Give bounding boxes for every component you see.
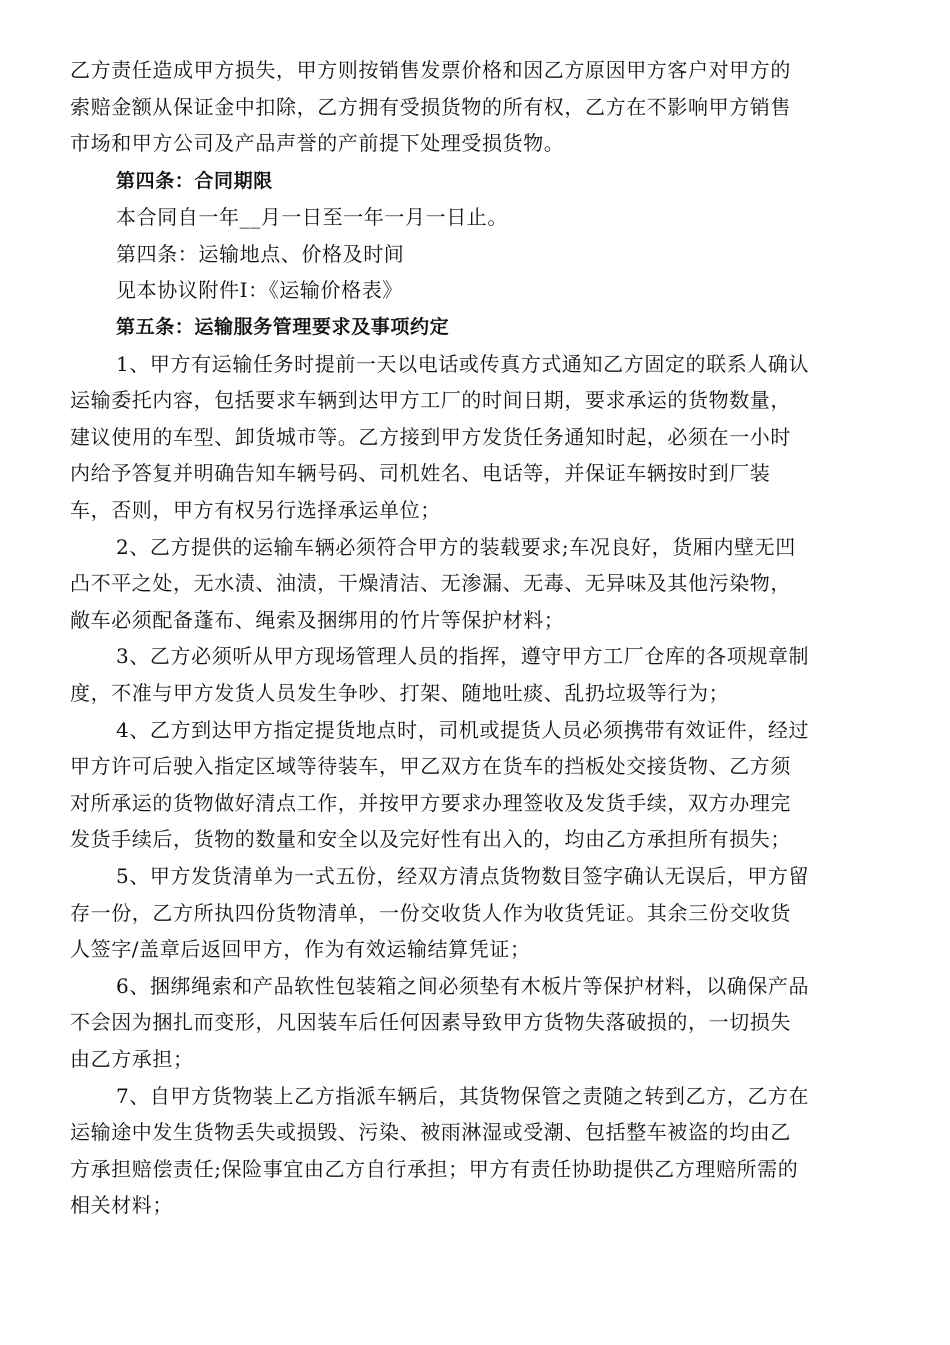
text-line: 7、自甲方货物装上乙方指派车辆后，其货物保管之责随之转到乙方，乙方在 [116, 1084, 810, 1108]
section-heading: 第四条：合同期限 [116, 170, 273, 192]
text-line: 对所承运的货物做好清点工作，并按甲方要求办理签收及发货手续，双方办理完 [70, 791, 791, 815]
section-heading: 第五条：运输服务管理要求及事项约定 [116, 316, 450, 338]
section-heading: 第四条：运输地点、价格及时间 [116, 242, 405, 266]
text-line: 2、乙方提供的运输车辆必须符合甲方的装载要求;车况良好，货厢内壁无凹 [116, 535, 796, 559]
text-line: 度，不准与甲方发货人员发生争吵、打架、随地吐痰、乱扔垃圾等行为； [70, 681, 730, 705]
text-line: 敞车必须配备蓬布、绳索及捆绑用的竹片等保护材料； [70, 608, 565, 632]
text-line: 建议使用的车型、卸货城市等。乙方接到甲方发货任务通知时起，必须在一小时 [70, 425, 791, 449]
text-line: 甲方许可后驶入指定区域等待装车，甲乙双方在货车的挡板处交接货物、乙方须 [70, 754, 791, 778]
text-line: 运输途中发生货物丢失或损毁、污染、被雨淋湿或受潮、包括整车被盗的均由乙 [70, 1120, 791, 1144]
text-line: 凸不平之处，无水渍、油渍，干燥清洁、无渗漏、无毒、无异味及其他污染物， [70, 571, 791, 595]
text-line: 相关材料； [70, 1193, 173, 1217]
text-line: 发货手续后，货物的数量和安全以及完好性有出入的，均由乙方承担所有损失； [70, 827, 791, 851]
text-line: 存一份，乙方所执四份货物清单，一份交收货人作为收货凭证。其余三份交收货 [70, 901, 791, 925]
text-line: 5、甲方发货清单为一式五份，经双方清点货物数目签字确认无误后，甲方留 [116, 864, 810, 888]
text-line: 6、捆绑绳索和产品软性包装箱之间必须垫有木板片等保护材料，以确保产品 [116, 974, 810, 998]
text-line: 人签字/盖章后返回甲方，作为有效运输结算凭证； [70, 937, 531, 961]
text-line: 车，否则，甲方有权另行选择承运单位； [70, 498, 441, 522]
text-line: 见本协议附件I：《运输价格表》 [116, 278, 403, 302]
text-line: 索赔金额从保证金中扣除，乙方拥有受损货物的所有权，乙方在不影响甲方销售 [70, 95, 791, 119]
text-line: 1、甲方有运输任务时提前一天以电话或传真方式通知乙方固定的联系人确认 [116, 352, 810, 376]
text-line: 市场和甲方公司及产品声誉的产前提下处理受损货物。 [70, 131, 565, 155]
text-line: 内给予答复并明确告知车辆号码、司机姓名、电话等，并保证车辆按时到厂装 [70, 461, 771, 485]
text-line: 4、乙方到达甲方指定提货地点时，司机或提货人员必须携带有效证件，经过 [116, 718, 810, 742]
text-line: 运输委托内容，包括要求车辆到达甲方工厂的时间日期，要求承运的货物数量， [70, 388, 791, 412]
text-line: 不会因为捆扎而变形，凡因装车后任何因素导致甲方货物失落破损的，一切损失 [70, 1010, 791, 1034]
text-line: 由乙方承担； [70, 1047, 194, 1071]
text-line: 乙方责任造成甲方损失，甲方则按销售发票价格和因乙方原因甲方客户对甲方的 [70, 58, 791, 82]
text-line: 本合同自一年__月一日至一年一月一日止。 [116, 205, 508, 229]
text-line: 3、乙方必须听从甲方现场管理人员的指挥，遵守甲方工厂仓库的各项规章制 [116, 644, 810, 668]
text-line: 方承担赔偿责任;保险事宜由乙方自行承担；甲方有责任协助提供乙方理赔所需的 [70, 1157, 799, 1181]
